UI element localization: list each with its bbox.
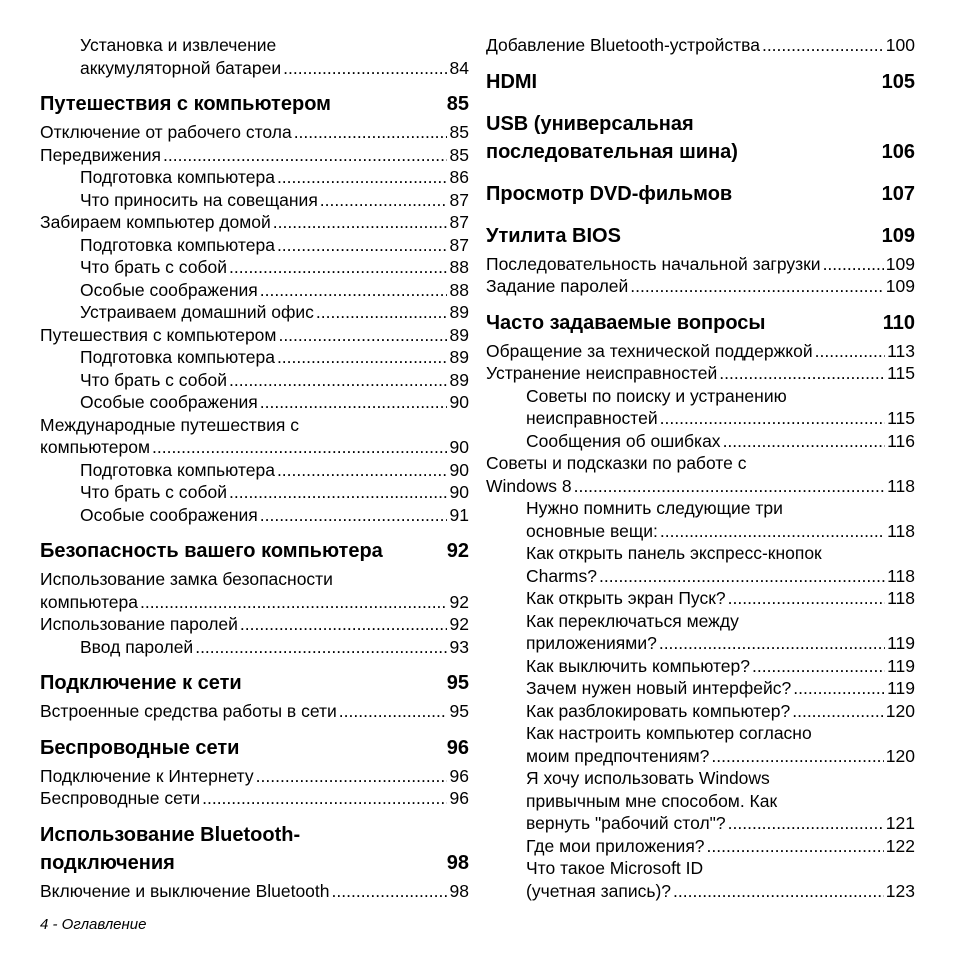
toc-page-number: 110 <box>882 311 915 334</box>
toc-leader-dots <box>277 346 447 369</box>
toc-subsection[interactable] <box>80 166 469 189</box>
toc-chapter[interactable] <box>486 110 915 166</box>
toc-entry-title: Как настроить компьютер согласно <box>526 723 812 743</box>
toc-subsection[interactable] <box>80 504 469 527</box>
toc-page-number: 91 <box>449 504 469 525</box>
toc-chapter[interactable] <box>486 180 915 208</box>
toc-entry-title: Особые соображения <box>80 279 258 300</box>
toc-leader-dots <box>574 475 886 498</box>
toc-leader-dots <box>229 481 447 504</box>
toc-chapter[interactable] <box>486 309 915 337</box>
toc-subsection[interactable] <box>526 497 915 542</box>
toc-leader-dots <box>273 211 447 234</box>
toc-leader-dots <box>752 655 885 678</box>
toc-leader-dots <box>260 504 447 527</box>
toc-entry-title: неисправностей <box>526 408 658 428</box>
toc-leader-dots <box>294 121 447 144</box>
toc-subsection[interactable] <box>80 369 469 392</box>
toc-page-number: 122 <box>885 835 915 856</box>
toc-section[interactable] <box>40 211 469 234</box>
toc-page-number: 92 <box>446 540 469 562</box>
toc-subsection[interactable] <box>80 301 469 324</box>
toc-leader-dots <box>163 144 447 167</box>
toc-entry-title: Что приносить на совещания <box>80 189 318 210</box>
toc-leader-dots <box>711 745 883 768</box>
toc-entry-title: Задание паролей <box>486 276 629 296</box>
toc-subsection[interactable] <box>526 857 915 902</box>
toc-entry-title: Безопасность вашего компьютера <box>40 540 383 562</box>
toc-subsection[interactable] <box>80 459 469 482</box>
toc-subsection[interactable] <box>526 587 915 610</box>
toc-page-number: 90 <box>449 437 469 457</box>
toc-leader-dots <box>278 324 447 347</box>
toc-entry-title: Обращение за технической поддержкой <box>486 340 813 361</box>
toc-entry-title: Беспроводные сети <box>40 736 240 759</box>
toc-entry-title: Особые соображения <box>80 392 258 412</box>
toc-subsection[interactable] <box>80 481 469 504</box>
toc-entry-title: Подготовка компьютера <box>80 459 275 480</box>
toc-page-number: 98 <box>446 851 469 874</box>
toc-leader-dots <box>277 459 447 482</box>
toc-entry-title: Я хочу использовать Windows <box>526 768 770 788</box>
toc-entry-title: основные вещи: <box>526 520 658 541</box>
toc-entry-title: Как переключаться между <box>526 610 739 631</box>
toc-subsection[interactable] <box>80 636 469 659</box>
toc-page-number: 85 <box>449 122 469 142</box>
toc-entry-title: HDMI <box>486 70 538 93</box>
toc-entry-title: Советы и подсказки по работе с <box>486 453 747 473</box>
toc-leader-dots <box>728 587 885 610</box>
toc-entry-title: Подготовка компьютера <box>80 234 275 255</box>
toc-leader-dots <box>723 430 886 453</box>
toc-page-number: 87 <box>449 234 469 255</box>
toc-leader-dots <box>719 362 885 385</box>
toc-leader-dots <box>277 166 447 189</box>
toc-page-number: 90 <box>449 459 469 480</box>
toc-chapter[interactable] <box>40 537 469 565</box>
toc-leader-dots <box>599 565 885 588</box>
toc-page-number: 93 <box>449 636 469 657</box>
toc-page-number: 92 <box>449 614 469 634</box>
toc-entry-title: Установка и извлечение <box>80 35 277 55</box>
toc-entry-title: Особые соображения <box>80 504 258 525</box>
toc-leader-dots <box>815 340 885 363</box>
toc-leader-dots <box>660 407 885 430</box>
toc-entry-title: привычным мне способом. Как <box>526 790 778 811</box>
toc-page-number: 89 <box>449 324 469 345</box>
toc-page-number: 89 <box>449 347 469 367</box>
toc-subsection[interactable] <box>526 767 915 835</box>
toc-page-number: 98 <box>449 880 469 901</box>
toc-entry-title: Подготовка компьютера <box>80 167 275 187</box>
toc-entry-title: Как открыть панель экспресс-кнопок <box>526 543 822 563</box>
toc-leader-dots <box>339 700 447 723</box>
toc-section[interactable] <box>40 700 469 723</box>
toc-section[interactable] <box>486 253 915 276</box>
toc-page-number: 87 <box>449 212 469 232</box>
toc-entry-title: Нужно помнить следующие три <box>526 498 783 518</box>
toc-page-number: 90 <box>449 392 469 412</box>
toc-page-number: 113 <box>887 340 915 361</box>
toc-page-number: 119 <box>887 678 915 698</box>
toc-leader-dots <box>283 57 447 80</box>
toc-entry-title: Как открыть экран Пуск? <box>526 588 726 608</box>
toc-page-number: 89 <box>449 369 469 390</box>
toc-page-number: 120 <box>885 745 915 766</box>
toc-chapter[interactable] <box>40 669 469 697</box>
toc-page-number: 109 <box>881 224 915 247</box>
toc-section[interactable] <box>40 787 469 810</box>
toc-entry-title: Встроенные средства работы в сети <box>40 701 337 721</box>
toc-entry-title: подключения <box>40 851 175 874</box>
toc-entry-title: приложениями? <box>526 633 657 653</box>
toc-entry-title: Подключение к Интернету <box>40 765 254 786</box>
toc-subsection[interactable] <box>80 256 469 279</box>
toc-leader-dots <box>229 256 447 279</box>
toc-entry-title: Подключение к сети <box>40 672 242 694</box>
toc-entry-title: Charms? <box>526 565 597 586</box>
toc-entry-title: компьютером <box>40 437 150 457</box>
toc-page-number: 105 <box>881 70 915 93</box>
toc-leader-dots <box>793 677 885 700</box>
toc-entry-title: Включение и выключение Bluetooth <box>40 880 330 901</box>
toc-entry-title: Что брать с собой <box>80 369 227 390</box>
toc-entry-title: Использование замка безопасности <box>40 569 333 589</box>
toc-page-number: 118 <box>887 565 915 586</box>
toc-subsection[interactable] <box>80 189 469 212</box>
toc-leader-dots <box>660 520 885 543</box>
toc-section[interactable] <box>40 121 469 144</box>
toc-page-number: 90 <box>449 482 469 502</box>
toc-leader-dots <box>673 880 884 903</box>
toc-page-number: 88 <box>449 279 469 300</box>
toc-entry-title: Как разблокировать компьютер? <box>526 700 791 721</box>
toc-page-number: 116 <box>887 430 915 451</box>
toc-chapter[interactable] <box>486 222 915 250</box>
toc-entry-title: Windows 8 <box>486 475 572 496</box>
toc-subsection[interactable] <box>526 835 915 858</box>
toc-entry-title: (учетная запись)? <box>526 880 672 901</box>
toc-page-number: 85 <box>446 93 469 115</box>
toc-page-number: 87 <box>449 189 469 210</box>
toc-page-number: 115 <box>887 363 915 383</box>
toc-subsection[interactable] <box>80 34 469 79</box>
toc-page-number: 100 <box>885 35 915 55</box>
toc-entry-title: компьютера <box>40 591 138 612</box>
toc-page-number: 118 <box>887 520 915 541</box>
toc-page-number: 121 <box>885 813 915 833</box>
toc-page-number: 88 <box>449 257 469 277</box>
toc-subsection[interactable] <box>526 677 915 700</box>
toc-leader-dots <box>240 613 447 636</box>
toc-subsection[interactable] <box>526 542 915 587</box>
toc-leader-dots <box>630 275 884 298</box>
toc-subsection[interactable] <box>80 234 469 257</box>
toc-section[interactable] <box>40 324 469 347</box>
toc-page-number: 119 <box>887 633 915 653</box>
toc-page-number: 85 <box>449 144 469 165</box>
toc-leader-dots <box>316 301 447 324</box>
toc-page-number: 123 <box>885 880 915 901</box>
toc-entry-title: последовательная шина) <box>486 140 738 163</box>
toc-entry-title: Беспроводные сети <box>40 788 201 808</box>
toc-page-number: 96 <box>449 788 469 808</box>
toc-entry-title: Использование Bluetooth- <box>40 823 301 846</box>
toc-leader-dots <box>659 632 885 655</box>
toc-page-number: 118 <box>887 475 915 496</box>
toc-page-number: 84 <box>449 57 469 78</box>
toc-page-number: 96 <box>446 736 469 759</box>
toc-leader-dots <box>152 436 447 459</box>
toc-entry-title: Сообщения об ошибках <box>526 430 721 451</box>
toc-entry-title: Путешествия с компьютером <box>40 93 331 115</box>
toc-leader-dots <box>823 253 884 276</box>
toc-subsection[interactable] <box>526 722 915 767</box>
toc-entry-title: Использование паролей <box>40 614 238 634</box>
toc-section[interactable] <box>40 568 469 613</box>
toc-subsection[interactable] <box>526 385 915 430</box>
toc-entry-title: Ввод паролей <box>80 636 194 657</box>
toc-leader-dots <box>707 835 884 858</box>
toc-section[interactable] <box>40 414 469 459</box>
toc-subsection[interactable] <box>80 279 469 302</box>
toc-entry-title: Зачем нужен новый интерфейс? <box>526 678 792 698</box>
toc-chapter[interactable] <box>40 734 469 762</box>
toc-subsection[interactable] <box>526 610 915 655</box>
toc-page-number: 95 <box>446 672 469 694</box>
toc-entry-title: Где мои приложения? <box>526 835 705 856</box>
toc-section[interactable] <box>40 144 469 167</box>
toc-page-number: 106 <box>881 140 915 163</box>
toc-page-number: 109 <box>885 253 915 274</box>
toc-subsection[interactable] <box>80 346 469 369</box>
toc-page-number: 115 <box>887 408 915 428</box>
toc-section[interactable] <box>40 880 469 903</box>
toc-leader-dots <box>762 34 884 57</box>
toc-leader-dots <box>195 636 447 659</box>
toc-entry-title: Часто задаваемые вопросы <box>486 311 766 334</box>
toc-entry-title: моим предпочтениям? <box>526 745 710 766</box>
toc-section[interactable] <box>486 340 915 363</box>
toc-section[interactable] <box>486 362 915 385</box>
toc-section[interactable] <box>40 765 469 788</box>
toc-entry-title: Утилита BIOS <box>486 224 621 247</box>
toc-section[interactable] <box>486 452 915 497</box>
toc-entry-title: Что брать с собой <box>80 482 227 502</box>
toc-leader-dots <box>332 880 447 903</box>
toc-page-number: 118 <box>887 588 915 608</box>
toc-entry-title: Устранение неисправностей <box>486 363 718 383</box>
toc-subsection[interactable] <box>80 391 469 414</box>
toc-page-number: 119 <box>887 655 915 676</box>
toc-page-number: 92 <box>449 591 469 612</box>
toc-subsection[interactable] <box>526 700 915 723</box>
toc-entry-title: Последовательность начальной загрузки <box>486 253 821 274</box>
toc-entry-title: вернуть "рабочий стол"? <box>526 813 726 833</box>
toc-entry-title: Добавление Bluetooth-устройства <box>486 35 760 55</box>
toc-entry-title: Что такое Microsoft ID <box>526 858 704 878</box>
toc-entry-title: Отключение от рабочего стола <box>40 122 292 142</box>
toc-entry-title: Передвижения <box>40 144 162 165</box>
toc-leader-dots <box>320 189 447 212</box>
toc-section[interactable] <box>486 275 915 298</box>
toc-leader-dots <box>792 700 884 723</box>
toc-leader-dots <box>260 391 447 414</box>
toc-leader-dots <box>140 591 447 614</box>
toc-entry-title: аккумуляторной батареи <box>80 57 282 78</box>
toc-entry-title: Устраиваем домашний офис <box>80 302 314 322</box>
toc-entry-title: Как выключить компьютер? <box>526 655 750 676</box>
toc-leader-dots <box>202 787 447 810</box>
page-footer: 4 - Оглавление <box>40 916 147 933</box>
toc-page-number: 96 <box>449 765 469 786</box>
toc-entry-title: Что брать с собой <box>80 257 227 277</box>
toc-chapter[interactable] <box>40 821 469 877</box>
toc-chapter[interactable] <box>486 68 915 96</box>
toc-subsection[interactable] <box>526 655 915 678</box>
toc-chapter[interactable] <box>40 90 469 118</box>
toc-entry-title: USB (универсальная <box>486 112 694 135</box>
toc-entry-title: Путешествия с компьютером <box>40 324 277 345</box>
toc-page-number: 107 <box>881 182 915 205</box>
toc-leader-dots <box>728 812 884 835</box>
toc-leader-dots <box>229 369 447 392</box>
toc-entry-title: Просмотр DVD-фильмов <box>486 182 733 205</box>
toc-page-number: 89 <box>449 302 469 322</box>
toc-page-number: 95 <box>449 701 469 721</box>
toc-page-number: 120 <box>885 700 915 721</box>
toc-leader-dots <box>277 234 447 257</box>
toc-section[interactable] <box>40 613 469 636</box>
toc-entry-title: Советы по поиску и устранению <box>526 385 787 406</box>
toc-page-number: 86 <box>449 167 469 187</box>
toc-entry-title: Подготовка компьютера <box>80 347 275 367</box>
toc-page-number: 109 <box>885 276 915 296</box>
toc-entry-title: Забираем компьютер домой <box>40 212 271 232</box>
toc-leader-dots <box>256 765 447 788</box>
toc-subsection[interactable] <box>526 430 915 453</box>
toc-section[interactable] <box>486 34 915 57</box>
toc-leader-dots <box>260 279 447 302</box>
toc-entry-title: Международные путешествия с <box>40 414 299 435</box>
